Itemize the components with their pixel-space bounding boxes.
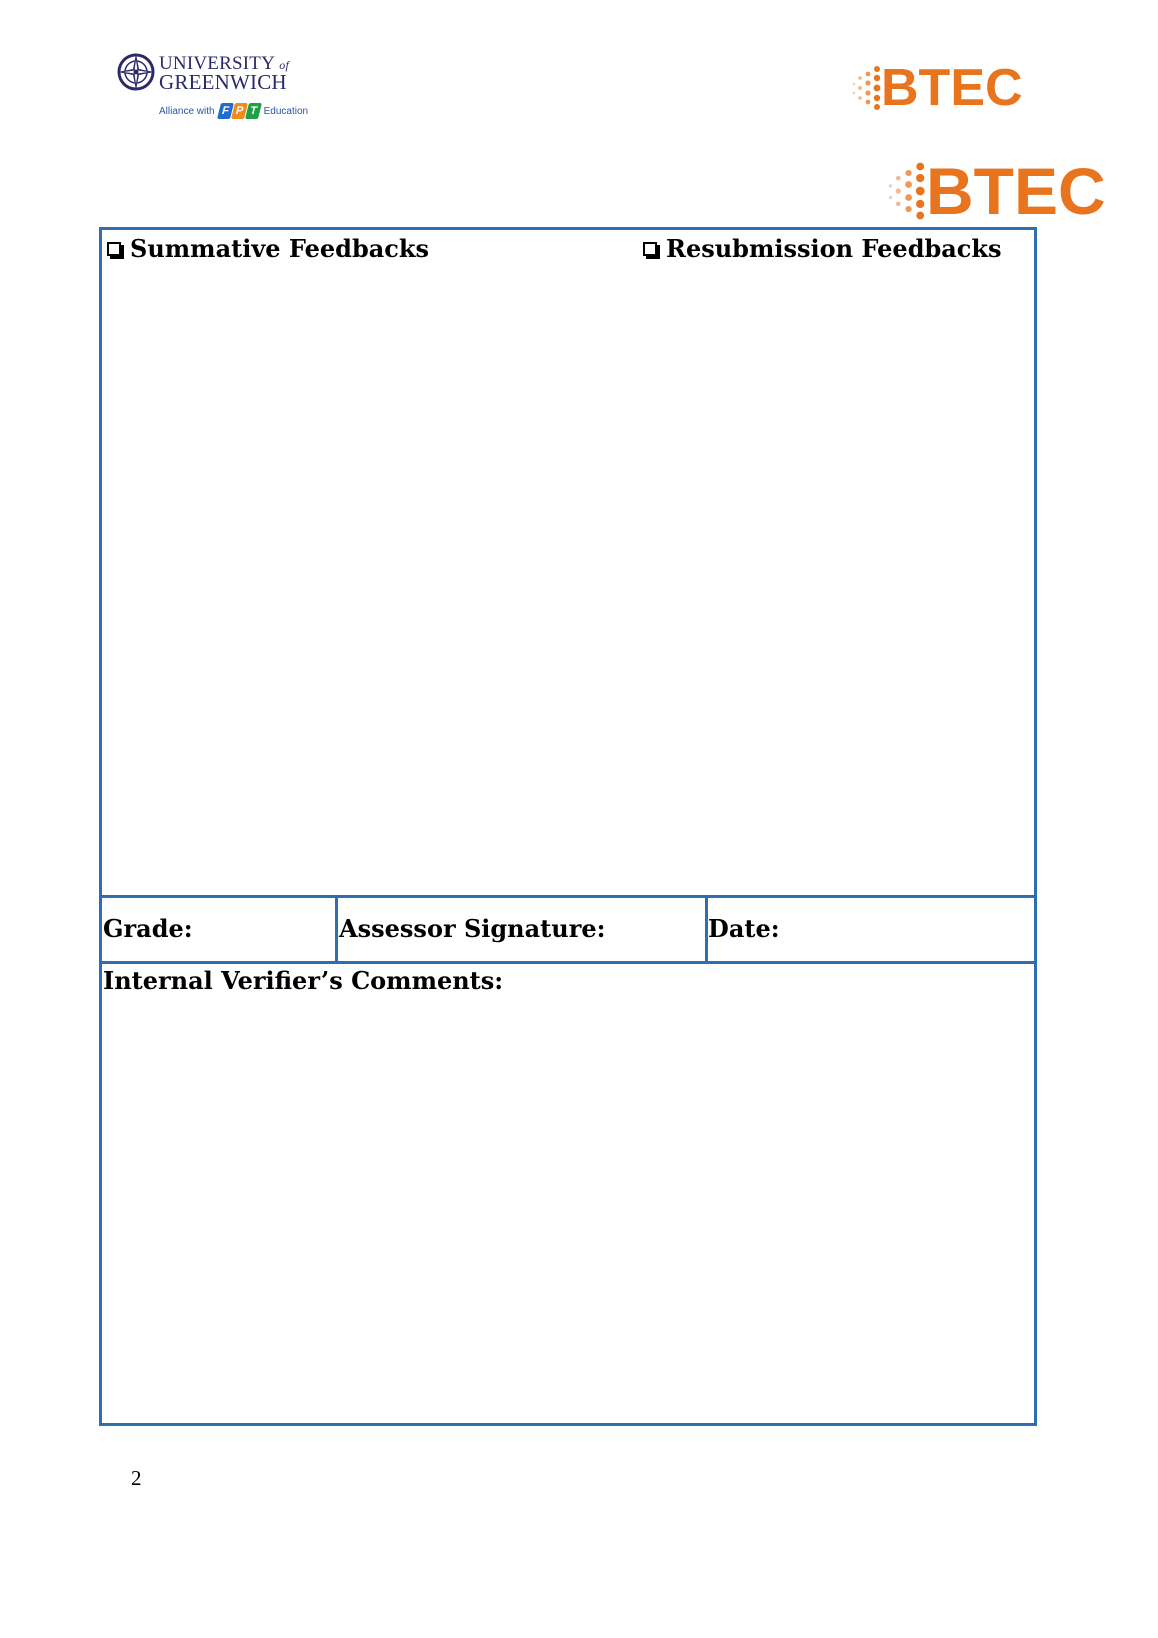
education-text: Education: [263, 105, 309, 117]
fpt-logo: F P T: [219, 103, 260, 119]
btec-logo: [851, 59, 1023, 117]
university-name-line1: UNIVERSITY of: [159, 53, 289, 74]
btec-wordmark: BTEC: [881, 59, 1023, 117]
university-logo: [116, 52, 309, 124]
internal-verifier-comments-area[interactable]: [102, 1002, 1034, 1423]
alliance-text: Alliance with: [159, 105, 215, 117]
resubmission-checkbox[interactable]: [643, 242, 657, 256]
divider-line: [102, 895, 1034, 898]
resubmission-feedback-option[interactable]: [643, 234, 1002, 263]
assessor-signature-label: Assessor Signature:: [339, 914, 606, 943]
dot-pattern-icon: [851, 64, 881, 112]
feedback-form: [99, 227, 1037, 1426]
btec-logo: [886, 154, 1106, 228]
university-name-line2: GREENWICH: [159, 70, 287, 94]
dot-pattern-icon: [886, 160, 926, 222]
summative-label: Summative Feedbacks: [130, 234, 430, 263]
resubmission-label: Resubmission Feedbacks: [666, 234, 1002, 263]
divider-line: [335, 895, 338, 964]
summative-feedback-option[interactable]: [107, 234, 429, 263]
feedback-area[interactable]: [102, 270, 1034, 892]
summative-checkbox[interactable]: [107, 242, 121, 256]
alliance-line: [159, 103, 308, 119]
internal-verifier-comments-label: Internal Verifier’s Comments:: [103, 966, 504, 995]
grade-label: Grade:: [103, 914, 193, 943]
divider-line: [102, 961, 1034, 964]
btec-wordmark: BTEC: [926, 154, 1106, 228]
page-number: 2: [131, 1466, 142, 1490]
date-label: Date:: [708, 914, 780, 943]
compass-emblem-icon: [116, 52, 156, 92]
